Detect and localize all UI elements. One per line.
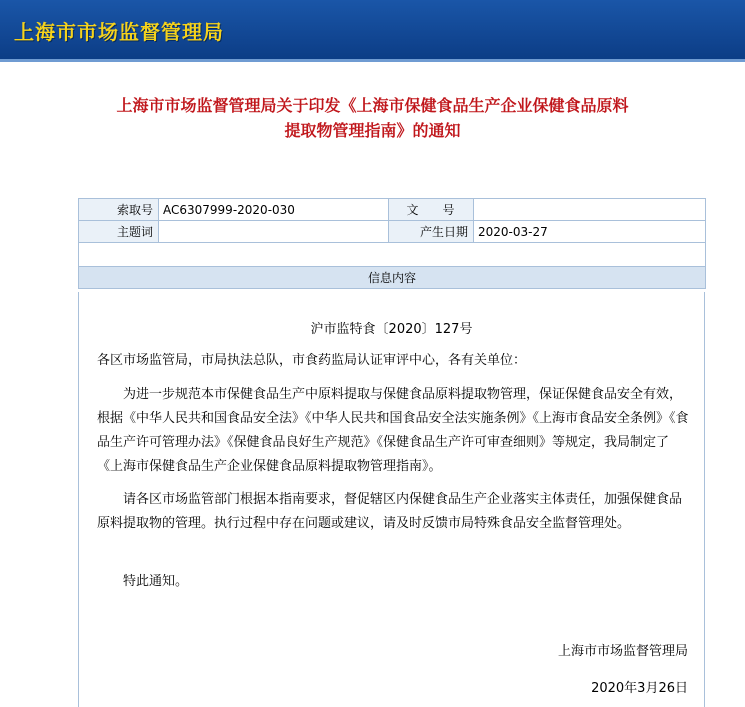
blank-row — [79, 243, 706, 267]
document-meta-table — [78, 198, 706, 289]
document-body — [78, 292, 705, 707]
site-header — [0, 0, 745, 62]
index-value: AC6307999-2020-030 — [159, 199, 389, 221]
docno-value — [474, 199, 706, 221]
date-label: 产生日期 — [389, 221, 474, 243]
table-row — [79, 199, 706, 221]
signer: 上海市市场监督管理局 — [557, 644, 688, 659]
table-row — [79, 243, 706, 267]
subject-label: 主题词 — [79, 221, 159, 243]
subject-value — [159, 221, 389, 243]
salutation: 各区市场监管局，市局执法总队，市食药监局认证审评中心，各有关单位： — [97, 353, 527, 368]
issue-date: 2020年3月26日 — [591, 681, 688, 696]
index-label: 索取号 — [79, 199, 159, 221]
document-number: 沪市监特食〔2020〕127号 — [310, 322, 473, 337]
page-title — [60, 93, 685, 143]
page-title-line-1: 上海市市场监督管理局关于印发《上海市保健食品生产企业保健食品原料 — [116, 96, 629, 115]
section-header: 信息内容 — [79, 267, 706, 289]
table-row — [79, 221, 706, 243]
table-row — [79, 267, 706, 289]
date-value: 2020-03-27 — [474, 221, 706, 243]
docno-label: 文 号 — [389, 199, 474, 221]
site-title[interactable]: 上海市市场监督管理局 — [14, 20, 224, 44]
body-paragraph-1: 为进一步规范本市保健食品生产中原料提取与保健食品原料提取物管理，保证保健食品安全有效，根据《中华人民共和国食品安全法》《中华人民共和国食品安全法实施条例》《上海市食品安全条例》《食品生产许可管理办法》《保健食品良好生产规范》《保健食品生产许可审查细则》等规定，我局制定了《上海市保健食品生产企业保健食品原料提取物管理指南》。 — [97, 387, 689, 474]
body-paragraph-3: 特此通知。 — [123, 574, 189, 589]
body-paragraph-2: 请各区市场监管部门根据本指南要求，督促辖区内保健食品生产企业落实主体责任，加强保健食品原料提取物的管理。执行过程中存在问题或建议，请及时反馈市局特殊食品安全监督管理处。 — [97, 492, 683, 531]
page-title-line-2: 提取物管理指南》的通知 — [284, 121, 461, 140]
